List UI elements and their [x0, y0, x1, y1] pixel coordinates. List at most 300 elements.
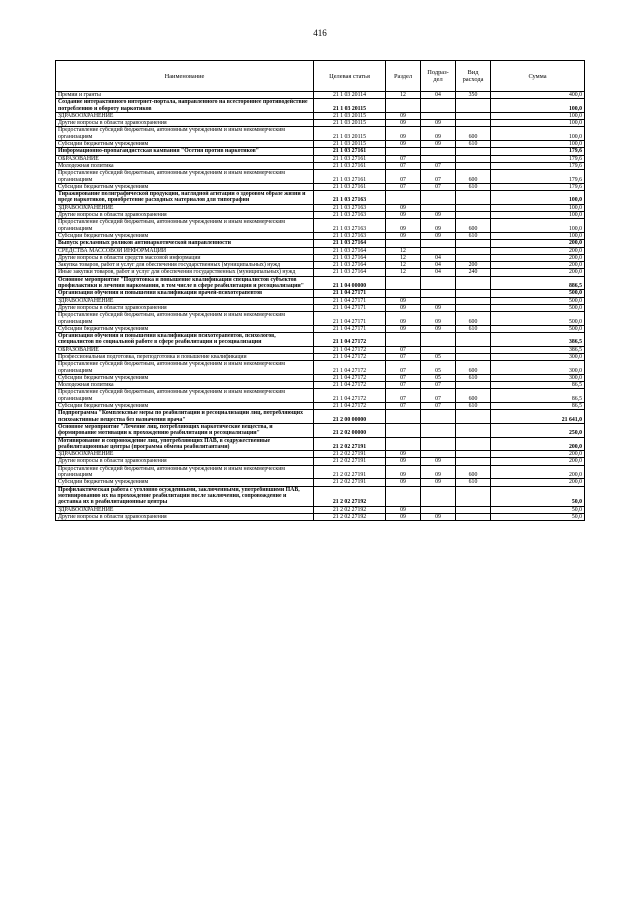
cell-vid	[456, 458, 491, 465]
cell-subsection	[421, 437, 456, 451]
cell-subsection: 05	[421, 361, 456, 375]
cell-section: 09	[386, 141, 421, 148]
cell-name: ЗДРАВООХРАНЕНИЕ	[56, 506, 314, 513]
table-row	[56, 269, 585, 276]
cell-name: ОБРАЗОВАНИЕ	[56, 346, 314, 353]
cell-subsection: 05	[421, 353, 456, 360]
cell-sum: 100,0	[491, 232, 585, 239]
cell-sum: 100,0	[491, 191, 585, 205]
cell-subsection	[421, 155, 456, 162]
cell-name: ЗДРАВООХРАНЕНИЕ	[56, 204, 314, 211]
cell-vid	[456, 212, 491, 219]
cell-sum: 200,0	[491, 437, 585, 451]
cell-section	[386, 191, 421, 205]
cell-name: Молодежная политика	[56, 382, 314, 389]
cell-subsection: 07	[421, 170, 456, 184]
cell-code: 21 1 03 27163	[314, 219, 386, 233]
cell-section: 07	[386, 162, 421, 169]
table-row	[56, 333, 585, 347]
cell-vid	[456, 276, 491, 290]
cell-subsection	[421, 240, 456, 247]
cell-vid: 600	[456, 361, 491, 375]
cell-sum: 500,0	[491, 297, 585, 304]
table-row	[56, 479, 585, 486]
cell-section	[386, 410, 421, 424]
table-row	[56, 389, 585, 403]
cell-vid: 610	[456, 479, 491, 486]
cell-sum: 200,0	[491, 247, 585, 254]
cell-code: 21 1 03 20115	[314, 112, 386, 119]
cell-sum: 300,0	[491, 353, 585, 360]
header-row	[56, 61, 585, 92]
cell-subsection	[421, 204, 456, 211]
cell-code: 21 1 03 20115	[314, 141, 386, 148]
table-row	[56, 212, 585, 219]
header-sum: Сумма	[491, 61, 585, 92]
cell-section: 07	[386, 170, 421, 184]
cell-code: 21 1 03 20114	[314, 92, 386, 99]
cell-vid: 610	[456, 183, 491, 190]
cell-section: 09	[386, 127, 421, 141]
table-row	[56, 155, 585, 162]
cell-subsection: 04	[421, 262, 456, 269]
cell-sum: 200,0	[491, 451, 585, 458]
table-row	[56, 465, 585, 479]
cell-section	[386, 276, 421, 290]
table-row	[56, 240, 585, 247]
header-code: Целевая статья	[314, 61, 386, 92]
cell-subsection: 09	[421, 219, 456, 233]
cell-section: 09	[386, 219, 421, 233]
cell-name: Предоставление субсидий бюджетным, автономным учреждениям и иным некоммерческим организациям	[56, 127, 314, 141]
table-row	[56, 262, 585, 269]
cell-subsection: 05	[421, 374, 456, 381]
cell-sum: 500,0	[491, 312, 585, 326]
cell-name: Предоставление субсидий бюджетным, автономным учреждениям и иным некоммерческим организациям	[56, 170, 314, 184]
cell-sum: 100,0	[491, 112, 585, 119]
cell-section	[386, 148, 421, 155]
cell-code: 21 1 04 27172	[314, 361, 386, 375]
cell-name: Организация обучения и повышения квалификации врачей-психотерапевтов	[56, 290, 314, 297]
cell-section: 09	[386, 465, 421, 479]
cell-sum: 386,5	[491, 333, 585, 347]
cell-vid	[456, 120, 491, 127]
cell-vid	[456, 204, 491, 211]
cell-section: 07	[386, 382, 421, 389]
table-body	[56, 92, 585, 521]
cell-code: 21 2 02 27191	[314, 451, 386, 458]
table-row	[56, 141, 585, 148]
cell-vid	[456, 346, 491, 353]
cell-section: 09	[386, 304, 421, 311]
cell-sum: 386,5	[491, 346, 585, 353]
cell-code: 21 1 03 27161	[314, 162, 386, 169]
table-row	[56, 304, 585, 311]
cell-name: Создание интерактивного интернет-портала, направленного на всестороннее противодействие потреблению и обороту наркотиков	[56, 99, 314, 113]
cell-name: Предоставление субсидий бюджетным, автономным учреждениям и иным некоммерческим организациям	[56, 219, 314, 233]
cell-vid	[456, 148, 491, 155]
cell-sum: 50,0	[491, 486, 585, 506]
cell-code: 21 1 04 27171	[314, 297, 386, 304]
cell-section: 09	[386, 458, 421, 465]
cell-code: 21 2 02 27191	[314, 465, 386, 479]
cell-code: 21 1 03 27161	[314, 170, 386, 184]
cell-section	[386, 437, 421, 451]
cell-subsection	[421, 112, 456, 119]
table-row	[56, 219, 585, 233]
table-row	[56, 232, 585, 239]
cell-section: 07	[386, 155, 421, 162]
cell-name: Информационно-пропагандистская кампания "Осетия против наркотиков"	[56, 148, 314, 155]
cell-code: 21 1 03 27164	[314, 262, 386, 269]
cell-code: 21 1 03 27164	[314, 269, 386, 276]
cell-name: Другие вопросы в области здравоохранения	[56, 120, 314, 127]
cell-section: 09	[386, 120, 421, 127]
cell-code: 21 1 03 27163	[314, 204, 386, 211]
cell-vid	[456, 486, 491, 506]
cell-vid: 610	[456, 141, 491, 148]
cell-subsection	[421, 333, 456, 347]
cell-section: 12	[386, 247, 421, 254]
cell-name: СРЕДСТВА МАССОВОЙ ИНФОРМАЦИИ	[56, 247, 314, 254]
cell-name: Другие вопросы в области средств массовой информации	[56, 254, 314, 261]
cell-vid	[456, 162, 491, 169]
cell-sum: 200,0	[491, 262, 585, 269]
cell-subsection: 09	[421, 212, 456, 219]
cell-subsection: 09	[421, 304, 456, 311]
cell-subsection: 07	[421, 162, 456, 169]
cell-subsection	[421, 506, 456, 513]
cell-subsection: 09	[421, 458, 456, 465]
cell-subsection	[421, 423, 456, 437]
cell-subsection: 09	[421, 232, 456, 239]
table-row	[56, 346, 585, 353]
cell-subsection: 09	[421, 141, 456, 148]
cell-subsection	[421, 99, 456, 113]
table-row	[56, 191, 585, 205]
cell-code: 21 2 02 00000	[314, 423, 386, 437]
cell-sum: 21 641,0	[491, 410, 585, 424]
table-row	[56, 92, 585, 99]
cell-code: 21 1 04 27171	[314, 304, 386, 311]
cell-vid	[456, 290, 491, 297]
cell-section	[386, 486, 421, 506]
cell-section: 09	[386, 112, 421, 119]
cell-sum: 86,5	[491, 382, 585, 389]
cell-name: Предоставление субсидий бюджетным, автономным учреждениям и иным некоммерческим организациям	[56, 312, 314, 326]
cell-sum: 100,0	[491, 127, 585, 141]
cell-name: Организация обучения и повышения квалификации психотерапевтов, психологов, специалистов по социальной работе в сфере реабилитации и ресоциализации	[56, 333, 314, 347]
cell-subsection	[421, 290, 456, 297]
cell-subsection: 09	[421, 312, 456, 326]
cell-code: 21 1 03 27163	[314, 212, 386, 219]
cell-name: Премии и гранты	[56, 92, 314, 99]
cell-vid	[456, 513, 491, 520]
cell-name: Подпрограмма "Комплексные меры по реабилитации и ресоциализации лиц, потребляющих психоактивные вещества без назначения врача"	[56, 410, 314, 424]
cell-name: Закупка товаров, работ и услуг для обеспечения государственных (муниципальных) нужд	[56, 262, 314, 269]
cell-sum: 250,0	[491, 423, 585, 437]
cell-name: Другие вопросы в области здравоохранения	[56, 458, 314, 465]
cell-vid	[456, 99, 491, 113]
cell-subsection	[421, 451, 456, 458]
cell-section: 09	[386, 325, 421, 332]
table-row	[56, 437, 585, 451]
cell-vid	[456, 297, 491, 304]
table-row	[56, 458, 585, 465]
cell-vid: 600	[456, 219, 491, 233]
table-row	[56, 353, 585, 360]
cell-subsection: 09	[421, 127, 456, 141]
table-row	[56, 204, 585, 211]
cell-vid	[456, 247, 491, 254]
cell-code: 21 1 04 27171	[314, 290, 386, 297]
table-row	[56, 451, 585, 458]
table-row	[56, 254, 585, 261]
cell-vid	[456, 506, 491, 513]
cell-code: 21 1 03 27164	[314, 247, 386, 254]
cell-name: ЗДРАВООХРАНЕНИЕ	[56, 451, 314, 458]
cell-code: 21 1 03 27163	[314, 232, 386, 239]
cell-code: 21 2 02 27191	[314, 458, 386, 465]
cell-name: Предоставление субсидий бюджетным, автономным учреждениям и иным некоммерческим организациям	[56, 361, 314, 375]
cell-vid: 350	[456, 92, 491, 99]
cell-subsection	[421, 410, 456, 424]
header-vid: Вид расхода	[456, 61, 491, 92]
cell-section: 07	[386, 374, 421, 381]
cell-name: Другие вопросы в области здравоохранения	[56, 304, 314, 311]
cell-section: 07	[386, 403, 421, 410]
table-row	[56, 112, 585, 119]
cell-section	[386, 99, 421, 113]
cell-vid	[456, 240, 491, 247]
cell-name: Основное мероприятие "Лечение лиц, потребляющих наркотические вещества, и формирование мотивации к прохождению реабилитации и ресоциализации"	[56, 423, 314, 437]
cell-section: 07	[386, 346, 421, 353]
cell-sum: 500,0	[491, 325, 585, 332]
cell-vid: 600	[456, 127, 491, 141]
cell-subsection: 07	[421, 382, 456, 389]
table-row	[56, 148, 585, 155]
cell-name: Профессиональная подготовка, переподготовка и повышение квалификации	[56, 353, 314, 360]
cell-name: Предоставление субсидий бюджетным, автономным учреждениям и иным некоммерческим организациям	[56, 389, 314, 403]
cell-sum: 100,0	[491, 219, 585, 233]
cell-sum: 500,0	[491, 304, 585, 311]
cell-section: 07	[386, 361, 421, 375]
cell-vid	[456, 191, 491, 205]
cell-code: 21 1 03 27164	[314, 254, 386, 261]
page-number: 416	[313, 28, 327, 38]
cell-vid	[456, 254, 491, 261]
cell-sum: 300,0	[491, 361, 585, 375]
cell-section: 09	[386, 297, 421, 304]
cell-vid: 610	[456, 325, 491, 332]
table-row	[56, 403, 585, 410]
cell-vid: 610	[456, 232, 491, 239]
cell-name: Субсидии бюджетным учреждениям	[56, 479, 314, 486]
cell-code: 21 1 03 20115	[314, 120, 386, 127]
cell-subsection	[421, 148, 456, 155]
table-row	[56, 120, 585, 127]
table-row	[56, 325, 585, 332]
table-row	[56, 297, 585, 304]
cell-name: Другие вопросы в области здравоохранения	[56, 212, 314, 219]
cell-sum: 100,0	[491, 99, 585, 113]
cell-sum: 300,0	[491, 374, 585, 381]
cell-code: 21 1 03 27161	[314, 155, 386, 162]
cell-vid	[456, 155, 491, 162]
cell-section: 09	[386, 232, 421, 239]
table-row	[56, 382, 585, 389]
cell-code: 21 1 03 20115	[314, 127, 386, 141]
cell-subsection	[421, 276, 456, 290]
cell-sum: 200,0	[491, 254, 585, 261]
cell-vid: 600	[456, 170, 491, 184]
cell-subsection: 09	[421, 120, 456, 127]
cell-vid	[456, 304, 491, 311]
cell-name: ЗДРАВООХРАНЕНИЕ	[56, 112, 314, 119]
table-row	[56, 170, 585, 184]
cell-sum: 50,0	[491, 513, 585, 520]
table-row	[56, 183, 585, 190]
cell-section: 12	[386, 254, 421, 261]
cell-section: 09	[386, 204, 421, 211]
cell-name: Субсидии бюджетным учреждениям	[56, 183, 314, 190]
table-row	[56, 410, 585, 424]
cell-section	[386, 333, 421, 347]
cell-section: 12	[386, 269, 421, 276]
cell-vid	[456, 112, 491, 119]
cell-subsection: 04	[421, 92, 456, 99]
cell-name: Профилактическая работа с уголовно осужденными, заключенными, употребившими ПАВ, мотивированию их на прохождение реабилитации после заключения, сопровождение и доставка их в реабилитационные центры	[56, 486, 314, 506]
table-row	[56, 99, 585, 113]
cell-sum: 179,6	[491, 148, 585, 155]
cell-code: 21 1 03 27164	[314, 240, 386, 247]
cell-section: 07	[386, 183, 421, 190]
cell-subsection: 09	[421, 513, 456, 520]
cell-name: Субсидии бюджетным учреждениям	[56, 141, 314, 148]
cell-code: 21 2 02 27192	[314, 513, 386, 520]
cell-code: 21 2 00 00000	[314, 410, 386, 424]
cell-name: Молодежная политика	[56, 162, 314, 169]
cell-section: 09	[386, 212, 421, 219]
cell-vid	[456, 437, 491, 451]
cell-subsection: 07	[421, 403, 456, 410]
cell-name: Субсидии бюджетным учреждениям	[56, 325, 314, 332]
cell-sum: 200,0	[491, 240, 585, 247]
cell-subsection	[421, 346, 456, 353]
cell-vid: 200	[456, 262, 491, 269]
cell-code: 21 1 04 27172	[314, 382, 386, 389]
table-row	[56, 162, 585, 169]
cell-section: 12	[386, 92, 421, 99]
cell-name: Предоставление субсидий бюджетным, автономным учреждениям и иным некоммерческим организациям	[56, 465, 314, 479]
cell-sum: 100,0	[491, 141, 585, 148]
cell-section: 09	[386, 479, 421, 486]
cell-section: 07	[386, 389, 421, 403]
cell-subsection: 07	[421, 183, 456, 190]
cell-name: ОБРАЗОВАНИЕ	[56, 155, 314, 162]
cell-subsection	[421, 247, 456, 254]
cell-subsection: 09	[421, 465, 456, 479]
cell-vid	[456, 410, 491, 424]
cell-code: 21 1 03 27163	[314, 191, 386, 205]
cell-name: Субсидии бюджетным учреждениям	[56, 403, 314, 410]
cell-code: 21 1 04 27172	[314, 389, 386, 403]
cell-code: 21 1 04 27172	[314, 353, 386, 360]
cell-sum: 500,0	[491, 290, 585, 297]
table-row	[56, 374, 585, 381]
header-section: Раздел	[386, 61, 421, 92]
cell-vid	[456, 353, 491, 360]
cell-sum: 179,6	[491, 155, 585, 162]
header-subsection: Подраз-дел	[421, 61, 456, 92]
cell-subsection	[421, 297, 456, 304]
cell-code: 21 1 03 27161	[314, 183, 386, 190]
cell-sum: 100,0	[491, 204, 585, 211]
cell-sum: 400,0	[491, 92, 585, 99]
cell-vid: 610	[456, 374, 491, 381]
cell-sum: 200,0	[491, 269, 585, 276]
cell-sum: 200,0	[491, 458, 585, 465]
table-row	[56, 361, 585, 375]
cell-section: 09	[386, 513, 421, 520]
cell-code: 21 1 04 27171	[314, 325, 386, 332]
cell-name: Субсидии бюджетным учреждениям	[56, 232, 314, 239]
table-row	[56, 486, 585, 506]
cell-name: Основное мероприятие "Подготовка и повышение квалификации специалистов субъектов профилактики и лечения наркомании, в том числе в сфере реабилитации и ресоциализации"	[56, 276, 314, 290]
cell-sum: 179,6	[491, 162, 585, 169]
cell-section	[386, 290, 421, 297]
cell-vid: 600	[456, 389, 491, 403]
cell-code: 21 1 04 27172	[314, 403, 386, 410]
cell-section: 09	[386, 451, 421, 458]
cell-code: 21 2 02 27191	[314, 479, 386, 486]
cell-code: 21 1 04 27172	[314, 374, 386, 381]
cell-sum: 86,5	[491, 389, 585, 403]
cell-sum: 50,0	[491, 506, 585, 513]
cell-code: 21 1 04 27171	[314, 312, 386, 326]
cell-name: Субсидии бюджетным учреждениям	[56, 374, 314, 381]
cell-section: 12	[386, 262, 421, 269]
table-row	[56, 290, 585, 297]
cell-subsection	[421, 191, 456, 205]
cell-subsection: 04	[421, 254, 456, 261]
cell-subsection: 04	[421, 269, 456, 276]
cell-vid: 610	[456, 403, 491, 410]
cell-vid: 600	[456, 465, 491, 479]
table-row	[56, 247, 585, 254]
cell-sum: 886,5	[491, 276, 585, 290]
cell-code: 21 1 04 27172	[314, 346, 386, 353]
cell-vid	[456, 333, 491, 347]
cell-sum: 100,0	[491, 212, 585, 219]
cell-vid: 240	[456, 269, 491, 276]
cell-code: 21 1 03 27161	[314, 148, 386, 155]
cell-sum: 100,0	[491, 120, 585, 127]
cell-code: 21 1 04 00000	[314, 276, 386, 290]
cell-sum: 200,0	[491, 465, 585, 479]
table-row	[56, 127, 585, 141]
cell-section: 09	[386, 312, 421, 326]
cell-subsection: 09	[421, 325, 456, 332]
cell-sum: 200,0	[491, 479, 585, 486]
cell-subsection: 07	[421, 389, 456, 403]
cell-name: Тиражирование полиграфической продукции, наглядной агитации о здоровом образе жизни и вреде наркотиков, приобретение расходных материалов для типографии	[56, 191, 314, 205]
cell-sum: 179,6	[491, 183, 585, 190]
budget-table	[55, 60, 585, 521]
cell-sum: 86,5	[491, 403, 585, 410]
cell-sum: 179,6	[491, 170, 585, 184]
table-row	[56, 312, 585, 326]
